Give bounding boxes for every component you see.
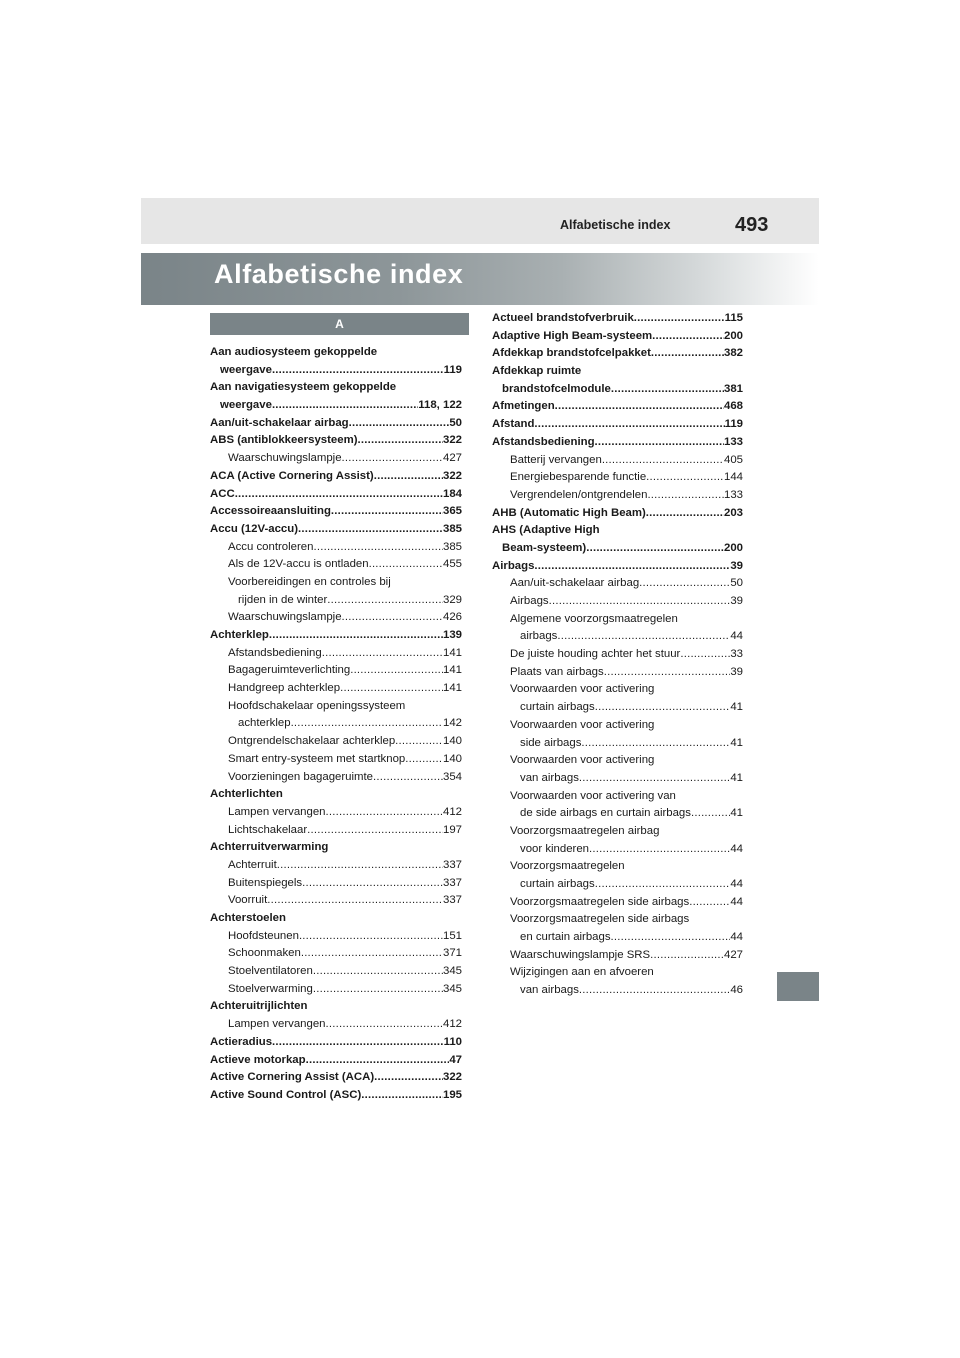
index-page-ref: 115 [724,312,743,324]
index-page-ref: 141 [442,646,462,659]
dot-leader [650,947,724,965]
index-term: curtain airbags [520,701,595,714]
index-term: weergave [220,363,272,376]
dot-leader [680,646,730,664]
index-entry [210,981,462,999]
index-term: weergave [220,399,272,412]
index-entry [492,434,743,452]
index-term: ABS (antiblokkeersysteem) [210,434,358,447]
index-entry [210,344,462,362]
index-term: Accu controleren [228,540,314,553]
index-page-ref: 46 [730,984,743,997]
index-page-ref: 385 [442,522,462,535]
index-entry [492,876,743,894]
index-page-ref: 118, 122 [418,399,462,412]
index-entry [210,804,462,822]
index-entry [492,558,743,576]
index-page-ref: 140 [442,752,462,765]
dot-leader [602,452,724,470]
index-page-ref: 200 [723,541,743,554]
index-term: Accu (12V-accu) [210,522,298,535]
index-entry [492,310,743,328]
index-entry [492,522,743,540]
index-page-ref: 41 [730,807,743,820]
index-entry [210,998,462,1016]
index-entry [492,469,743,487]
dot-leader [326,1016,443,1034]
index-page-ref: 50 [449,416,462,429]
dot-leader [327,592,443,610]
dot-leader [405,751,443,769]
index-entry [210,751,462,769]
index-term: Waarschuwingslampje [228,611,342,624]
index-entry [210,1087,462,1105]
index-term: achterklep [238,717,291,730]
index-entry [210,875,462,893]
index-page-ref: 337 [442,894,462,907]
index-entry [492,805,743,823]
dot-leader [555,398,724,416]
index-page-ref: 322 [442,1071,462,1084]
index-term: Voorzorgsmaatregelen side airbags [510,895,690,908]
index-entry [492,646,743,664]
index-page-ref: 44 [730,878,743,890]
index-entry [210,432,462,450]
index-term: Stoelverwarming [228,982,313,995]
index-term: Hoofdschakelaar openingssysteem [228,699,406,712]
index-page-ref: 44 [730,842,743,855]
dot-leader [307,822,443,840]
dot-leader [235,486,443,504]
index-entry [210,627,462,645]
index-term: Voorzieningen bagageruimte [228,770,374,783]
index-page-ref: 41 [730,771,743,784]
index-page-ref: 133 [723,488,743,501]
index-entry [492,381,743,399]
index-entry [492,328,743,346]
index-term: Algemene voorzorgsmaatregelen [510,612,678,625]
dot-leader [589,841,730,859]
index-entry [210,539,462,557]
index-entry [210,662,462,680]
dot-leader [691,805,730,823]
index-page-ref: 41 [730,701,743,714]
index-entry [492,611,743,629]
dot-leader [595,699,731,717]
index-entry [210,892,462,910]
dot-leader [604,664,731,682]
index-term: Voorwaarden voor activering van [510,789,676,802]
index-term: Waarschuwingslampje [228,452,342,465]
index-entry [492,735,743,753]
index-entry [210,928,462,946]
index-term: Wijzigingen aan en afvoeren [510,966,654,979]
dot-leader [639,575,730,593]
index-term: Active Sound Control (ASC) [210,1088,362,1101]
dot-leader [374,1069,443,1087]
index-term: Voorwaarden voor activering [510,718,655,731]
index-term: Aan audiosysteem gekoppelde [210,346,378,358]
index-term: Airbags [492,559,535,572]
index-term: rijden in de winter [238,593,328,606]
index-page-ref: 195 [442,1088,462,1101]
index-page-ref: 197 [442,823,462,836]
header-band [141,198,819,244]
index-term: Achterklep [210,629,269,641]
dot-leader [277,857,443,875]
dot-leader [306,1052,450,1070]
index-entry [210,1069,462,1087]
index-entry [492,858,743,876]
index-entry [210,839,462,857]
index-entry [492,894,743,912]
index-term: Aan navigatiesysteem gekoppelde [210,381,397,394]
index-entry [492,487,743,505]
index-entry [492,947,743,965]
index-term: Afstandsbediening [228,646,322,659]
dot-leader [689,894,730,912]
index-term: Afdekkap ruimte [492,365,582,378]
index-page-ref: 44 [730,630,743,643]
index-term: van airbags [520,984,579,997]
dot-leader [534,416,724,434]
index-term: Accessoireaansluiting [210,505,331,518]
index-term: van airbags [520,771,579,784]
index-entry [492,593,743,611]
dot-leader [342,609,443,627]
index-term: Stoelventilatoren [228,965,313,978]
index-term: Adaptive High Beam-systeem [492,329,653,342]
index-page-ref: 39 [730,665,743,678]
index-term: Voorwaarden voor activering [510,683,655,696]
index-entry [492,699,743,717]
index-term: De juiste houding achter het stuur [510,648,681,661]
index-entry [492,841,743,859]
index-term: Handgreep achterklep [228,682,341,695]
index-term: Achterlichten [210,788,283,801]
index-term: voor kinderen [520,842,590,855]
index-term: Actueel brandstofverbruik [492,312,634,324]
dot-leader [331,503,443,521]
index-page-ref: 144 [723,471,743,484]
index-entry [492,717,743,735]
dot-leader [581,735,730,753]
index-entry [210,609,462,627]
index-entry [210,521,462,539]
index-page-ref: 427 [442,452,462,465]
index-entry [492,540,743,558]
index-page-ref: 39 [730,559,743,572]
index-page-ref: 139 [442,629,462,641]
index-entry [210,503,462,521]
index-term: curtain airbags [520,878,595,890]
dot-leader [272,362,444,380]
index-entry [492,929,743,947]
index-page-ref: 50 [730,577,743,590]
dot-leader [291,715,443,733]
index-term: Voorzorgsmaatregelen [510,860,625,873]
index-page-ref: 119 [724,418,743,431]
index-page-ref: 345 [442,982,462,995]
index-page-ref: 184 [442,487,462,500]
index-page-ref: 412 [442,805,462,818]
index-term: Voorzorgsmaatregelen side airbags [510,913,690,926]
index-page-ref: 382 [723,347,743,360]
dot-leader [549,593,731,611]
index-term: en curtain airbags [520,931,611,944]
index-entry [210,1016,462,1034]
index-term: Achterruit [228,858,277,871]
index-term: Bagageruimteverlichting [228,664,351,677]
dot-leader [374,468,443,486]
index-term: Afstandsbediening [492,435,595,448]
index-entry [492,416,743,434]
dot-leader [534,558,730,576]
index-page-ref: 203 [723,506,743,519]
dot-leader [313,963,443,981]
dot-leader [373,769,443,787]
index-term: side airbags [520,736,582,749]
index-term: Batterij vervangen [510,453,602,466]
dot-leader [395,733,443,751]
index-page-ref: 110 [443,1035,462,1048]
index-term: Buitenspiegels [228,876,303,889]
dot-leader [269,627,443,645]
index-page-ref: 371 [442,947,462,960]
index-entry [210,450,462,468]
index-term: Plaats van airbags [510,665,604,678]
index-entry [210,698,462,716]
index-page-ref: 133 [723,435,743,448]
dot-leader [651,345,724,363]
index-column-right [492,310,743,1000]
index-entry [492,911,743,929]
index-term: Airbags [510,595,549,607]
index-entry [210,486,462,504]
index-column-left [210,344,462,1105]
dot-leader [646,505,724,523]
index-term: Beam-systeem) [502,541,587,554]
index-term: Lichtschakelaar [228,823,308,836]
index-term: Vergrendelen/ontgrendelen [510,488,648,501]
index-entry [210,645,462,663]
dot-leader [313,981,443,999]
index-page-ref: 354 [442,770,462,783]
index-page-ref: 151 [442,929,462,942]
dot-leader [322,645,443,663]
dot-leader [301,945,443,963]
index-entry [210,1034,462,1052]
index-term: Actieradius [210,1035,273,1048]
index-page-ref: 33 [730,648,743,661]
dot-leader [369,556,443,574]
index-entry [492,363,743,381]
index-term: Voorruit [228,894,268,907]
dot-leader [358,432,443,450]
index-entry [210,1052,462,1070]
dot-leader [340,680,443,698]
index-entry [210,857,462,875]
index-term: Aan/uit-schakelaar airbag [510,577,640,590]
index-page-ref: 141 [442,664,462,677]
index-term: Active Cornering Assist (ACA) [210,1071,375,1084]
index-page-ref: 44 [730,931,743,944]
index-page-ref: 44 [730,895,743,908]
index-entry [210,786,462,804]
index-term: Achterstoelen [210,912,286,924]
index-page-ref: 200 [723,329,743,342]
index-term: brandstofcelmodule [502,382,611,395]
index-term: Voorwaarden voor activering [510,754,655,767]
index-entry [492,664,743,682]
dot-leader [267,892,443,910]
dot-leader [586,540,724,558]
letter-section-header: A [210,313,469,335]
index-entry [210,822,462,840]
index-entry [210,715,462,733]
dot-leader [342,450,443,468]
index-page-ref: 39 [730,595,743,607]
index-term: Schoonmaken [228,947,301,960]
index-page-ref: 385 [442,540,462,553]
index-entry [210,680,462,698]
index-term: Achterruitverwarming [210,841,329,854]
index-term: Aan/uit-schakelaar airbag [210,416,349,429]
index-entry [210,963,462,981]
index-page-ref: 329 [442,593,462,606]
index-entry [210,397,462,415]
dot-leader [611,929,731,947]
index-term: ACA (Active Cornering Assist) [210,469,374,482]
page-number: 493 [735,214,769,236]
index-term: Als de 12V-accu is ontladen [228,558,369,571]
index-page-ref: 322 [442,434,462,447]
dot-leader [647,487,724,505]
index-term: Afmetingen [492,400,555,413]
index-term: Actieve motorkap [210,1053,306,1066]
dot-leader [611,381,724,399]
index-term: Energiebesparende functie [510,471,647,484]
index-term: Lampen vervangen [228,1018,326,1031]
dot-leader [302,875,443,893]
index-entry [492,788,743,806]
index-page-ref: 365 [442,505,462,518]
index-entry [492,982,743,1000]
dot-leader [646,469,724,487]
dot-leader [595,876,731,894]
index-entry [492,398,743,416]
index-page-ref: 455 [442,558,462,571]
index-term: AHB (Automatic High Beam) [492,506,646,519]
index-entry [210,592,462,610]
index-page-ref: 141 [442,682,462,695]
dot-leader [272,1034,444,1052]
dot-leader [634,310,725,328]
index-entry [492,964,743,982]
index-page-ref: 41 [730,736,743,749]
index-page-ref: 405 [723,453,743,466]
index-page-ref: 381 [723,382,743,395]
index-term: de side airbags en curtain airbags [520,807,691,820]
index-entry [492,752,743,770]
dot-leader [557,628,730,646]
index-entry [492,575,743,593]
index-entry [492,345,743,363]
dot-leader [361,1087,443,1105]
dot-leader [350,662,443,680]
dot-leader [652,328,724,346]
dot-leader [298,521,443,539]
dot-leader [272,397,418,415]
index-entry [210,415,462,433]
dot-leader [579,770,730,788]
index-page-ref: 140 [442,735,462,748]
index-term: Lampen vervangen [228,805,326,818]
index-entry [210,769,462,787]
index-page-ref: 142 [442,717,462,730]
index-entry [492,681,743,699]
index-page-ref: 47 [449,1053,462,1066]
dot-leader [595,434,724,452]
index-term: Voorzorgsmaatregelen airbag [510,824,660,837]
running-header: Alfabetische index [560,218,671,232]
index-entry [492,770,743,788]
index-term: ACC [210,487,235,500]
dot-leader [326,804,443,822]
index-page-ref: 468 [723,400,743,413]
dot-leader [579,982,730,1000]
index-entry [210,733,462,751]
index-term: Achteruitrijlichten [210,1000,308,1013]
index-term: Smart entry-systeem met startknop [228,752,406,765]
index-term: Hoofdsteunen [228,929,299,942]
index-term: Voorbereidingen en controles bij [228,575,391,588]
index-entry [210,556,462,574]
index-term: Waarschuwingslampje SRS [510,948,651,961]
dot-leader [299,928,443,946]
index-entry [492,628,743,646]
index-page-ref: 426 [442,611,462,624]
dot-leader [313,539,443,557]
index-term: AHS (Adaptive High [492,524,600,537]
index-entry [492,823,743,841]
index-term: Ontgrendelschakelaar achterklep [228,735,396,748]
index-entry [210,468,462,486]
index-page-ref: 119 [443,363,462,376]
index-entry [210,910,462,928]
index-entry [210,362,462,380]
index-entry [210,379,462,397]
index-entry [210,945,462,963]
index-entry [492,452,743,470]
index-page-ref: 427 [723,948,743,961]
index-entry [210,574,462,592]
index-page-ref: 412 [442,1018,462,1031]
section-thumb-tab [777,972,819,1001]
index-entry [492,505,743,523]
index-term: Afdekkap brandstofcelpakket [492,347,651,360]
page-title: Alfabetische index [214,259,464,289]
index-page-ref: 345 [442,965,462,978]
index-page-ref: 337 [442,858,462,871]
index-page-ref: 322 [442,469,462,482]
dot-leader [349,415,450,433]
index-term: Afstand [492,418,535,431]
index-page-ref: 337 [442,876,462,889]
index-term: airbags [520,630,558,643]
